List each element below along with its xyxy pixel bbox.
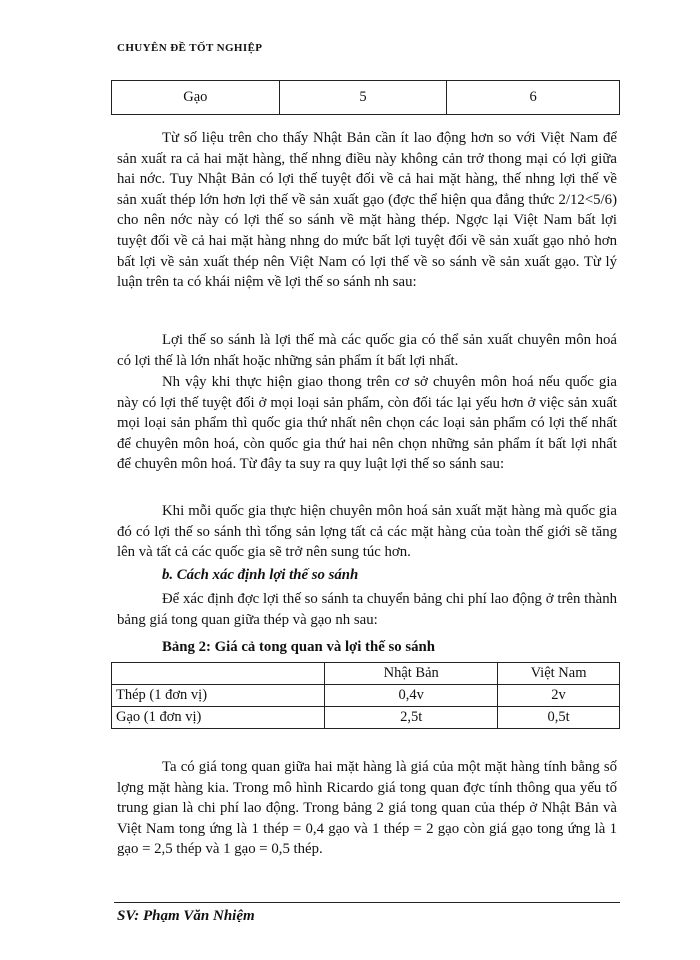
table-cell: 0,5t bbox=[498, 707, 620, 729]
paragraph-intro: Để xác định đợc lợi thế so sánh ta chuyển bảng chi phí lao động ở trên thành bảng giá tong quan giữa thép và gạo nh sau: bbox=[117, 591, 617, 628]
table-row bbox=[112, 81, 620, 115]
relative-price-table bbox=[111, 662, 620, 729]
footer-author: SV: Phạm Văn Nhiệm bbox=[117, 908, 255, 922]
table-header-cell bbox=[112, 663, 325, 685]
section-subheading: b. Cách xác định lợi thế so sánh bbox=[162, 567, 359, 583]
paragraph-specialization: Nh vậy khi thực hiện giao thong trên cơ sở chuyên môn hoá nếu quốc gia này có lợi thế tuyệt đối ở mọi loại sản phẩm, còn đối tác lại yếu hơn ở việc sản xuất mọi loại sản phẩm thì quốc gia thứ nhất nên chọn các loại sản phẩm có lợi thế nhất để chuyên môn hoá, còn quốc gia thứ hai nên chọn những sản phẩm ít bất lợi nhất để chuyên môn hoá. Từ đây ta suy ra quy luật lợi thế so sánh sau: bbox=[117, 374, 617, 473]
paragraph-definition: Lợi thế so sánh là lợi thế mà các quốc gia có thể sản xuất chuyên môn hoá có lợi thế là lớn nhất hoặc những sản phẩm ít bất lợi nhất. bbox=[117, 332, 617, 369]
paragraph-relative-price: Ta có giá tong quan giữa hai mặt hàng là giá của một mặt hàng tính bằng số lợng mặt hàng kia. Trong mô hình Ricardo giá tong quan đợc tính thông qua yếu tố trung gian là chi phí lao động. Trong bảng 2 giá tong quan của thép ở Nhật Bản và Việt Nam tong ứng là 1 thép = 0,4 gạo và 1 thép = 2 gạo còn giá gạo tong ứng là 1 gạo = 2,5 thép và 1 gạo = 0,5 thép. bbox=[117, 759, 617, 858]
table-header-cell: Nhật Bản bbox=[325, 663, 498, 685]
paragraph-law: Khi mỗi quốc gia thực hiện chuyên môn hoá sản xuất mặt hàng mà quốc gia đó có lợi thế so sánh thì tổng sản lợng tất cả các mặt hàng của toàn thế giới sẽ tăng lên và tất cả các quốc gia sẽ trở nên sung túc hơn. bbox=[117, 503, 617, 561]
table-row bbox=[112, 685, 620, 707]
table-cell: Thép (1 đơn vị) bbox=[112, 685, 325, 707]
table-cell: 2v bbox=[498, 685, 620, 707]
labor-cost-table-fragment bbox=[111, 80, 620, 115]
table-header-row bbox=[112, 663, 620, 685]
table-cell: 5 bbox=[279, 81, 447, 115]
table-cell: 6 bbox=[447, 81, 620, 115]
footer-divider bbox=[114, 902, 620, 903]
table-row bbox=[112, 707, 620, 729]
paragraph-comparison: Từ số liệu trên cho thấy Nhật Bản cần ít lao động hơn so với Việt Nam để sản xuất ra cả hai mặt hàng, thế nhng điều này không cản trở thong mại có lợi giữa hai nớc. Tuy Nhật Bản có lợi thế tuyệt đối về cả hai mặt hàng, thế nhng lợi thế về sản xuất thép lớn hơn lợi thế về sản xuất gạo (đợc thể hiện qua đẳng thức 2/12<5/6) cho nên nớc này có lợi thế so sánh về mặt hàng thép. Ngợc lại Việt Nam bất lợi tuyệt đối về cả hai mặt hàng nhng do mức bất lợi tuyệt đối về sản xuất gạo nhỏ hơn bất lợi về sản xuất thép nên Việt Nam có lợi thế về so sánh về sản xuất gạo. Từ lý luận trên ta có khái niệm về lợi thế so sánh nh sau: bbox=[117, 130, 617, 291]
table-header-cell: Việt Nam bbox=[498, 663, 620, 685]
table-cell: 0,4v bbox=[325, 685, 498, 707]
table-cell: Gạo bbox=[112, 81, 280, 115]
table-cell: Gạo (1 đơn vị) bbox=[112, 707, 325, 729]
table-cell: 2,5t bbox=[325, 707, 498, 729]
table-caption: Bảng 2: Giá cả tong quan và lợi thế so sánh bbox=[162, 639, 435, 655]
document-header-title: CHUYÊN ĐỀ TỐT NGHIỆP bbox=[117, 42, 263, 54]
